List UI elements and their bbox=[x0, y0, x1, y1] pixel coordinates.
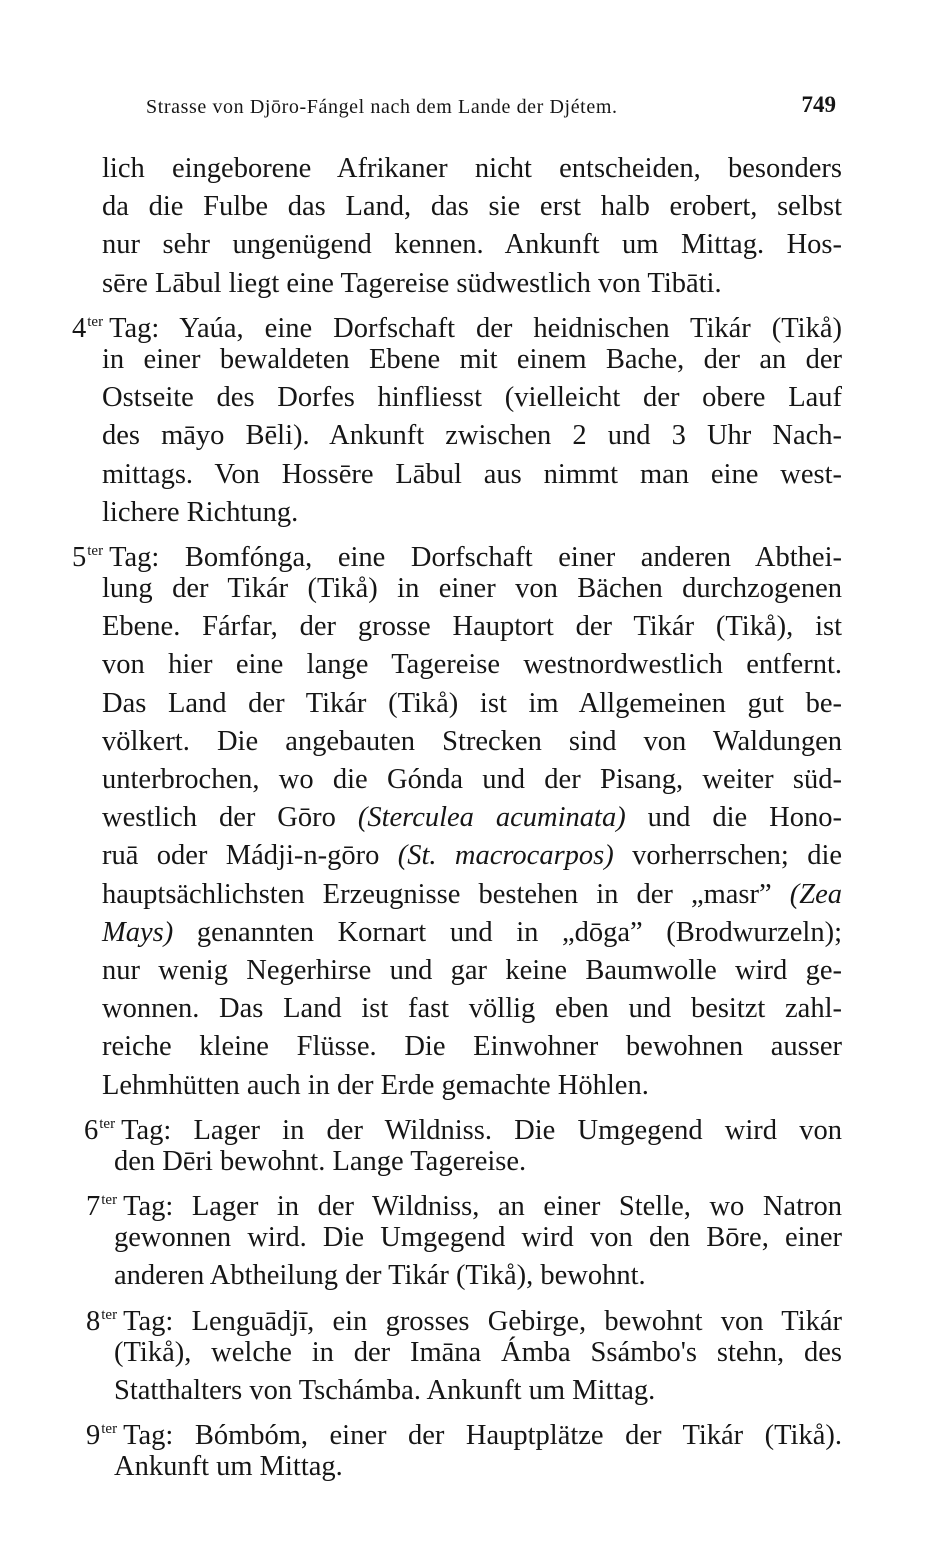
text-line: Statthalters von Tschámba. Ankunft um Mittag. bbox=[114, 1375, 656, 1406]
text-line: völkert. Die angebauten Strecken sind von Waldungen bbox=[102, 725, 842, 757]
running-head bbox=[146, 92, 836, 126]
botanical-name: (St. macrocarpos) bbox=[397, 840, 614, 872]
botanical-name: Mays) bbox=[102, 916, 174, 948]
day-suffix: ter bbox=[101, 1192, 118, 1209]
text-line: wonnen. Das Land ist fast völlig eben und besitzt zahl- bbox=[102, 993, 842, 1025]
text-line: gewonnen wird. Die Umgegend wird von den Bōre, einer bbox=[114, 1222, 842, 1254]
text-line bbox=[102, 799, 842, 837]
text-line: sēre Lābul liegt eine Tagereise südwestlich von Tibāti. bbox=[102, 267, 722, 299]
text-segment: und die Hono- bbox=[625, 802, 842, 834]
entry-first-line bbox=[86, 1410, 842, 1452]
text-line: mittags. Von Hossēre Lābul aus nimmt man eine west- bbox=[102, 458, 842, 490]
running-title: Strasse von Djōro-Fángel nach dem Lande der Djétem. bbox=[146, 96, 618, 118]
entry-text: Tag: Bomfónga, eine Dorfschaft einer anderen Abthei- bbox=[109, 541, 842, 573]
day-suffix: ter bbox=[87, 542, 104, 559]
day-number: 4 bbox=[72, 312, 87, 344]
page-number: 749 bbox=[801, 92, 836, 117]
text-line: in einer bewaldeten Ebene mit einem Bache, der an der bbox=[102, 343, 842, 375]
text-line: da die Fulbe das Land, das sie erst halb erobert, selbst bbox=[102, 191, 842, 223]
day-number: 5 bbox=[72, 541, 87, 573]
text-line: (Tikå), welche in der Imāna Ámba Ssámbo's stehn, des bbox=[114, 1336, 842, 1368]
text-line: den Dēri bewohnt. Lange Tagereise. bbox=[114, 1145, 527, 1177]
body-text bbox=[72, 150, 842, 1487]
text-line: lich eingeborene Afrikaner nicht entscheiden, besonders bbox=[102, 153, 842, 184]
text-line: lung der Tikár (Tikå) in einer von Bächen durchzogenen bbox=[102, 573, 842, 605]
botanical-name: (Sterculea acuminata) bbox=[357, 802, 626, 834]
text-line: von hier eine lange Tagereise westnordwestlich entfernt. bbox=[102, 649, 842, 681]
text-line: unterbrochen, wo die Gónda und der Pisang, weiter süd- bbox=[102, 764, 842, 795]
day-suffix: ter bbox=[87, 313, 104, 330]
entry-text: Tag: Lager in der Wildniss, an einer Stelle, wo Natron bbox=[123, 1191, 842, 1223]
day-suffix: ter bbox=[99, 1115, 116, 1132]
entry-text: Tag: Bómbóm, einer der Hauptplätze der Tikár (Tikå). bbox=[123, 1420, 842, 1452]
entry-first-line bbox=[72, 303, 842, 344]
text-segment: genannten Kornart und in „dōga” (Brodwurzeln); bbox=[173, 916, 842, 948]
botanical-name: (Zea bbox=[789, 878, 842, 910]
entry-first-line bbox=[84, 1105, 842, 1146]
text-segment: vorherrschen; die bbox=[613, 840, 843, 872]
entry-first-line bbox=[86, 1296, 842, 1337]
text-line: reiche kleine Flüsse. Die Einwohner bewohnen ausser bbox=[102, 1031, 842, 1063]
text-line bbox=[102, 876, 842, 914]
text-line: Ankunft um Mittag. bbox=[114, 1451, 343, 1483]
text-line: nur sehr ungenügend kennen. Ankunft um Mittag. Hos- bbox=[102, 229, 842, 261]
entry-first-line bbox=[72, 532, 842, 573]
entry-text: Tag: Lenguādjī, ein grosses Gebirge, bewohnt von Tikár bbox=[123, 1305, 842, 1337]
text-line: nur wenig Negerhirse und gar keine Baumwolle wird ge- bbox=[102, 954, 842, 986]
text-line bbox=[102, 837, 842, 875]
text-line: Ostseite des Dorfes hinfliesst (vielleicht der obere Lauf bbox=[102, 382, 842, 414]
text-line: Das Land der Tikár (Tikå) ist im Allgemeinen gut be- bbox=[102, 687, 842, 719]
text-line bbox=[102, 914, 842, 952]
day-suffix: ter bbox=[101, 1421, 118, 1438]
day-number: 8 bbox=[86, 1305, 101, 1337]
text-line: Ebene. Fárfar, der grosse Hauptort der Tikár (Tikå), ist bbox=[102, 611, 842, 643]
entry-text: Tag: Yaúa, eine Dorfschaft der heidnischen Tikár (Tikå) bbox=[109, 312, 842, 344]
entry-first-line bbox=[86, 1181, 842, 1223]
day-number: 6 bbox=[84, 1114, 99, 1146]
text-segment: westlich der Gōro bbox=[102, 802, 358, 834]
entry-text: Tag: Lager in der Wildniss. Die Umgegend wird von bbox=[121, 1114, 842, 1146]
text-line: lichere Richtung. bbox=[102, 496, 299, 528]
text-segment: hauptsächlichsten Erzeugnisse bestehen in der „masr” bbox=[102, 878, 790, 910]
text-line: des māyo Bēli). Ankunft zwischen 2 und 3 Uhr Nach- bbox=[102, 420, 842, 452]
text-line: Lehmhütten auch in der Erde gemachte Höhlen. bbox=[102, 1069, 649, 1101]
day-number: 9 bbox=[86, 1420, 101, 1452]
day-number: 7 bbox=[86, 1191, 101, 1223]
text-line: anderen Abtheilung der Tikár (Tikå), bewohnt. bbox=[114, 1260, 646, 1292]
day-suffix: ter bbox=[101, 1306, 118, 1323]
text-segment: ruā oder Mádji-n-gōro bbox=[102, 840, 398, 872]
